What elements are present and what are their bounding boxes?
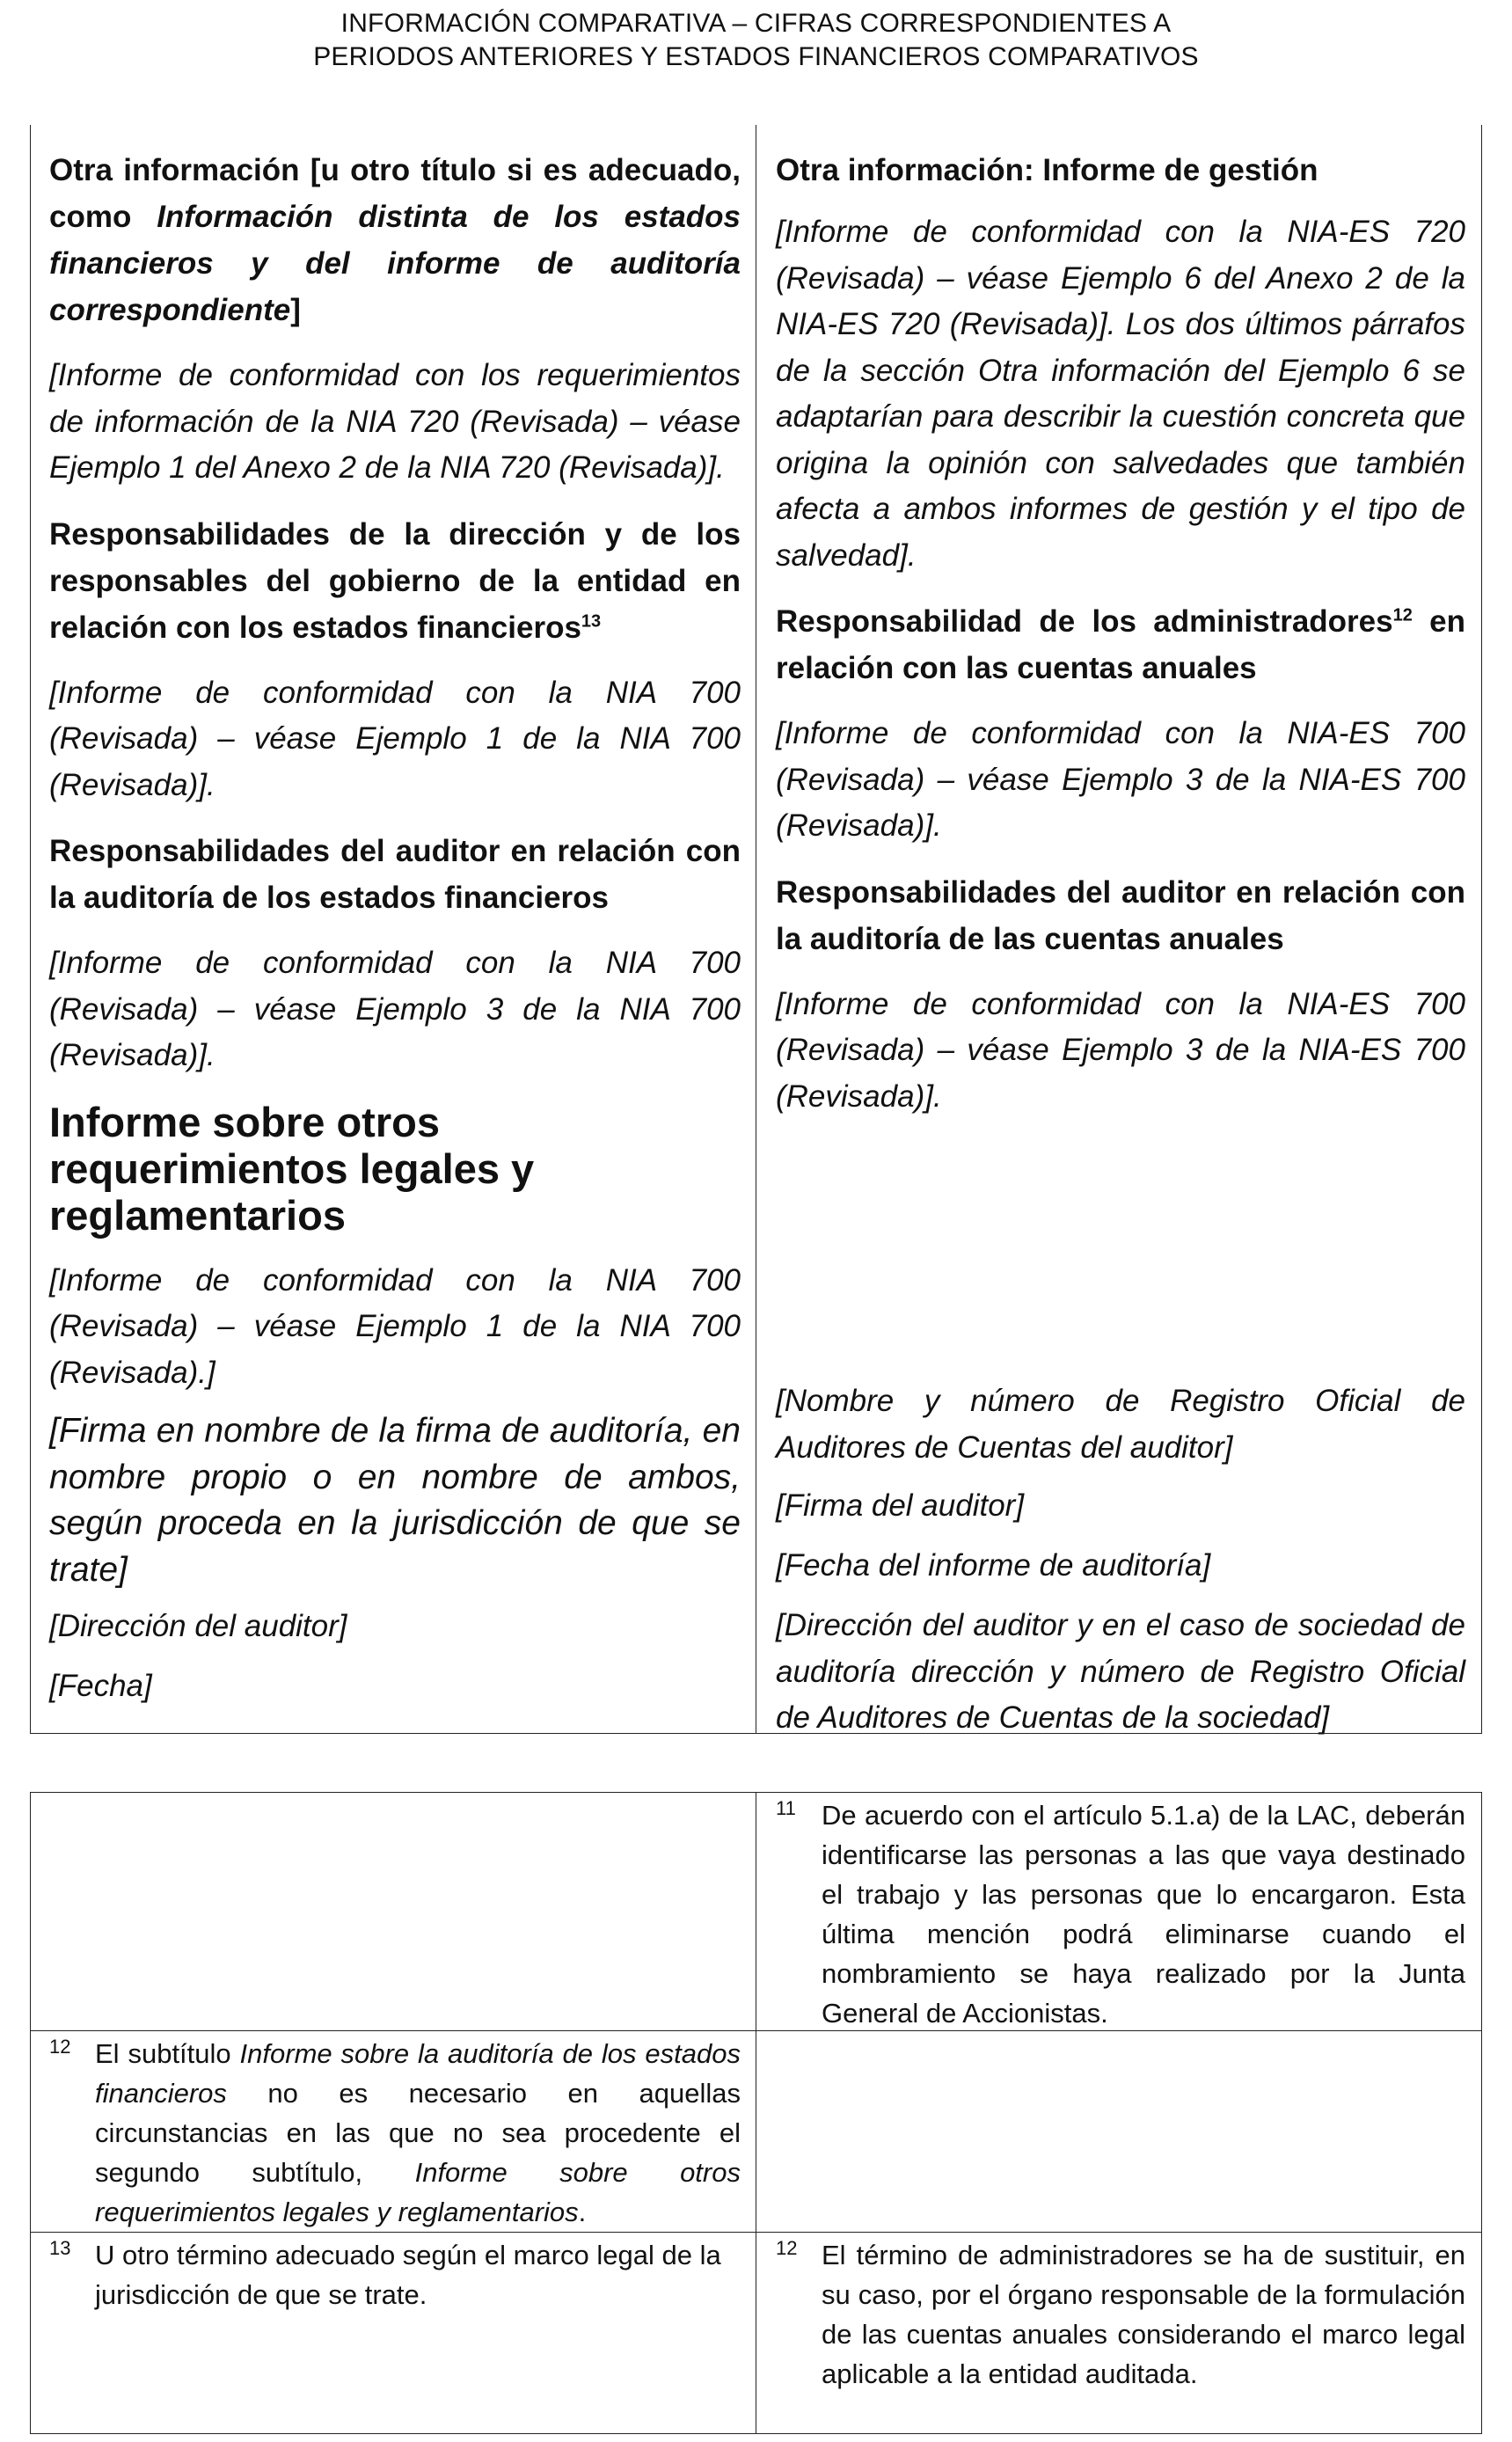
footnote-number: 13: [49, 2237, 71, 2259]
footnote-left-13: [49, 2235, 741, 2314]
left-mgmt-resp-ref: [Informe de conformidad con la NIA 700 (Revisada) – véase Ejemplo 1 de la NIA 700 (Revisada)].: [49, 675, 741, 802]
footnote-number: 12: [776, 2237, 798, 2259]
right-column: [776, 147, 1465, 1139]
footnotes-row-divider-left-2: [30, 2232, 756, 2233]
header-line-1: INFORMACIÓN COMPARATIVA – CIFRAS CORRESPONDIENTES A: [340, 9, 1172, 38]
footnote-text: U otro término adecuado según el marco legal de la jurisdicción de que se trate.: [95, 2240, 721, 2310]
right-other-info-ref: [Informe de conformidad con la NIA-ES 720 (Revisada) – véase Ejemplo 6 del Anexo 2 de la NIA-ES 720 (Revisada)]. Los dos últimos párrafos de la sección Otra información del Ejemplo 6 se adaptarían para describir la cuestión concreta que origina la opinión con salvedades que también afecta a ambos informes de gestión y el tipo de salvedad].: [776, 215, 1465, 573]
right-signature: [Firma del auditor]: [776, 1488, 1025, 1523]
left-column: [49, 147, 741, 1723]
table-left-border: [30, 125, 31, 1733]
footnotes-row-divider-right-2: [756, 2232, 1482, 2233]
right-other-info-heading: Otra información: Informe de gestión: [776, 153, 1318, 187]
right-report-date: [Fecha del informe de auditoría]: [776, 1548, 1211, 1583]
left-signature: [Firma en nombre de la firma de auditoría, en nombre propio o en nombre de ambos, según proceda en la jurisdicción de que se trate]: [49, 1412, 741, 1589]
right-signature-block: [776, 1378, 1465, 1761]
footnote-right-11: [776, 1795, 1465, 2033]
footnote-left-12: [49, 2034, 741, 2232]
footnote-number: 11: [776, 1797, 796, 1819]
footnotes-row-divider-left-1: [30, 2030, 756, 2031]
left-auditor-resp-heading: Responsabilidades del auditor en relación con la auditoría de los estados financieros: [49, 834, 741, 915]
right-address: [Dirección del auditor y en el caso de sociedad de auditoría dirección y número de Registro Oficial de Auditores de Cuentas de la sociedad]: [776, 1608, 1465, 1735]
left-other-req-heading: Informe sobre otros requerimientos legales y reglamentarios: [49, 1098, 535, 1239]
left-other-info-ref: [Informe de conformidad con los requerimientos de información de la NIA 720 (Revisada) – véase Ejemplo 1 del Anexo 2 de la NIA 720 (Revisada)].: [49, 358, 741, 485]
footnote-text: El subtítulo Informe sobre la auditoría de los estados financieros no es necesario en aquellas circunstancias en las que no sea procedente el segundo subtítulo, Informe sobre otros requerimientos legales y reglamentarios.: [95, 2038, 741, 2227]
left-other-req-ref: [Informe de conformidad con la NIA 700 (Revisada) – véase Ejemplo 1 de la NIA 700 (Revisada).]: [49, 1262, 741, 1390]
header-line-2: PERIODOS ANTERIORES Y ESTADOS FINANCIEROS COMPARATIVOS: [313, 42, 1199, 71]
right-auditor-resp-heading: Responsabilidades del auditor en relación con la auditoría de las cuentas anuales: [776, 874, 1465, 956]
left-mgmt-resp-heading: Responsabilidades de la dirección y de los responsables del gobierno de la entidad en relación con los estados financieros$^{13}$: [49, 516, 741, 645]
left-date: [Fecha]: [49, 1669, 152, 1703]
right-admin-resp-heading: Responsabilidad de los administradores$^{12}$ en relación con las cuentas anuales: [776, 604, 1465, 685]
footnote-text: El término de administradores se ha de sustituir, en su caso, por el órgano responsable de la formulación de las cuentas anuales considerando el marco legal aplicable a la entidad auditada.: [822, 2240, 1465, 2389]
footnote-ref-13: 13: [581, 610, 602, 631]
footnote-ref-12: 12: [1392, 605, 1413, 625]
left-other-info-heading: Otra información [u otro título si es adecuado, como Información distinta de los estados financieros y del informe de auditoría correspondiente]: [49, 153, 741, 327]
footnote-number: 12: [49, 2036, 71, 2058]
right-admin-resp-ref: [Informe de conformidad con la NIA-ES 700 (Revisada) – véase Ejemplo 3 de la NIA-ES 700 (Revisada)].: [776, 716, 1465, 843]
right-auditor-resp-ref: [Informe de conformidad con la NIA-ES 700 (Revisada) – véase Ejemplo 3 de la NIA-ES 700 (Revisada)].: [776, 986, 1465, 1114]
footnote-text: De acuerdo con el artículo 5.1.a) de la LAC, deberán identificarse las personas a las que vaya destinado el trabajo y las personas que lo encargaron. Esta última mención podrá eliminarse cuando el nombramiento se haya realizado por la Junta General de Accionistas.: [822, 1800, 1465, 2029]
left-address: [Dirección del auditor]: [49, 1609, 347, 1643]
footnote-right-12: [776, 2235, 1465, 2394]
left-auditor-resp-ref: [Informe de conformidad con la NIA 700 (Revisada) – véase Ejemplo 3 de la NIA 700 (Revisada)].: [49, 946, 741, 1072]
right-name-registry: [Nombre y número de Registro Oficial de Auditores de Cuentas del auditor]: [776, 1384, 1465, 1465]
page-header: [0, 7, 1512, 74]
table-right-border: [1481, 125, 1482, 1733]
